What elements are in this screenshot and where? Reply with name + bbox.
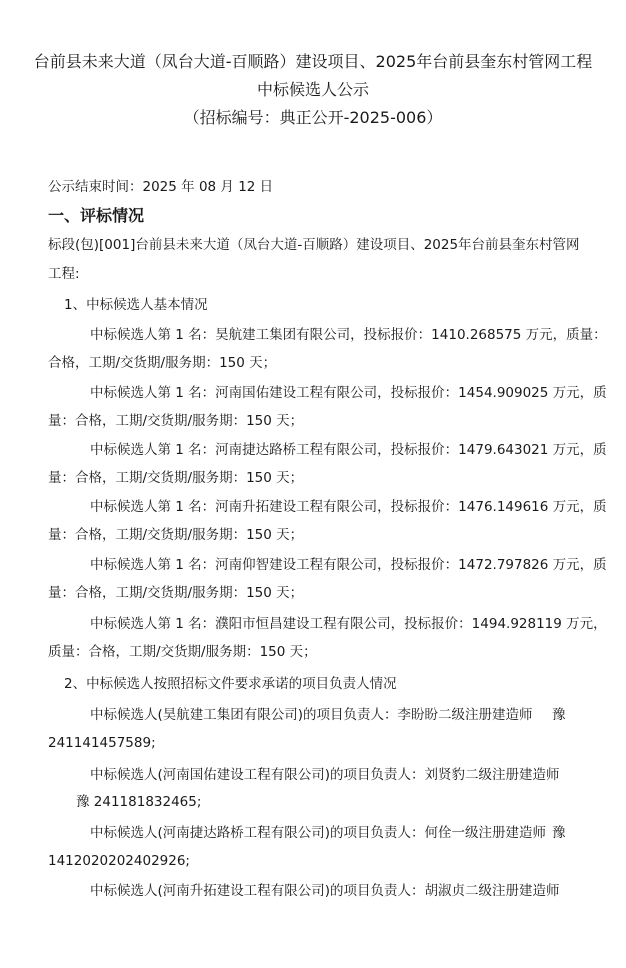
candidate-1-line-1: 中标候选人第 1 名：昊航建工集团有限公司，投标报价：1410.268575 万元，质量： (90, 327, 607, 343)
notice-end-time: 公示结束时间：2025 年 08 月 12 日 (48, 179, 274, 195)
manager-1-province: 豫 (552, 707, 566, 723)
manager-1-line-2: 241141457589; (48, 735, 156, 751)
candidate-4-line-2: 量：合格，工期/交货期/服务期：150 天； (48, 527, 304, 543)
subsection-heading-candidates: 1、中标候选人基本情况 (64, 297, 208, 313)
section-heading-evaluation: 一、评标情况 (48, 206, 145, 225)
candidate-5-line-1: 中标候选人第 1 名：河南仰智建设工程有限公司，投标报价：1472.797826 万元，质 (90, 557, 607, 573)
candidate-6-line-2: 质量：合格，工期/交货期/服务期：150 天； (48, 644, 317, 660)
candidate-6-line-1: 中标候选人第 1 名：濮阳市恒昌建设工程有限公司，投标报价：1494.928119 万元， (90, 616, 607, 632)
manager-2-line-1: 中标候选人(河南国佑建设工程有限公司)的项目负责人：刘贤豹二级注册建造师 (90, 767, 560, 783)
lot-description-line-1: 标段(包)[001]台前县未来大道（凤台大道-百顺路）建设项目、2025年台前县奎东村管网 (48, 237, 580, 253)
lot-description-line-2: 工程: (48, 266, 80, 282)
document-title-line-2: 中标候选人公示 (256, 80, 369, 99)
document-title-line-1: 台前县未来大道（凤台大道-百顺路）建设项目、2025年台前县奎东村管网工程 (33, 52, 593, 71)
manager-3-line-1: 中标候选人(河南捷达路桥工程有限公司)的项目负责人：何佺一级注册建造师 (90, 825, 547, 841)
candidate-1-line-2: 合格，工期/交货期/服务期：150 天； (48, 355, 277, 371)
manager-1-line-1: 中标候选人(昊航建工集团有限公司)的项目负责人：李盼盼二级注册建造师 (90, 707, 533, 723)
manager-3-line-2: 1412020202402926; (48, 853, 190, 869)
candidate-4-line-1: 中标候选人第 1 名：河南升拓建设工程有限公司，投标报价：1476.149616 万元，质 (90, 499, 607, 515)
candidate-2-line-2: 量：合格，工期/交货期/服务期：150 天； (48, 413, 304, 429)
candidate-3-line-1: 中标候选人第 1 名：河南捷达路桥工程有限公司，投标报价：1479.643021 万元，质 (90, 442, 607, 458)
candidate-5-line-2: 量：合格，工期/交货期/服务期：150 天； (48, 585, 304, 601)
subsection-heading-project-managers: 2、中标候选人按照招标文件要求承诺的项目负责人情况 (64, 676, 397, 692)
manager-3-province: 豫 (552, 825, 566, 841)
candidate-2-line-1: 中标候选人第 1 名：河南国佑建设工程有限公司，投标报价：1454.909025 万元，质 (90, 385, 607, 401)
candidate-3-line-2: 量：合格，工期/交货期/服务期：150 天； (48, 470, 304, 486)
tender-number: （招标编号：典正公开-2025-006） (183, 108, 443, 127)
manager-2-line-2: 豫 241181832465; (76, 794, 202, 810)
manager-4-line-1: 中标候选人(河南升拓建设工程有限公司)的项目负责人：胡淑贞二级注册建造师 (90, 883, 560, 899)
